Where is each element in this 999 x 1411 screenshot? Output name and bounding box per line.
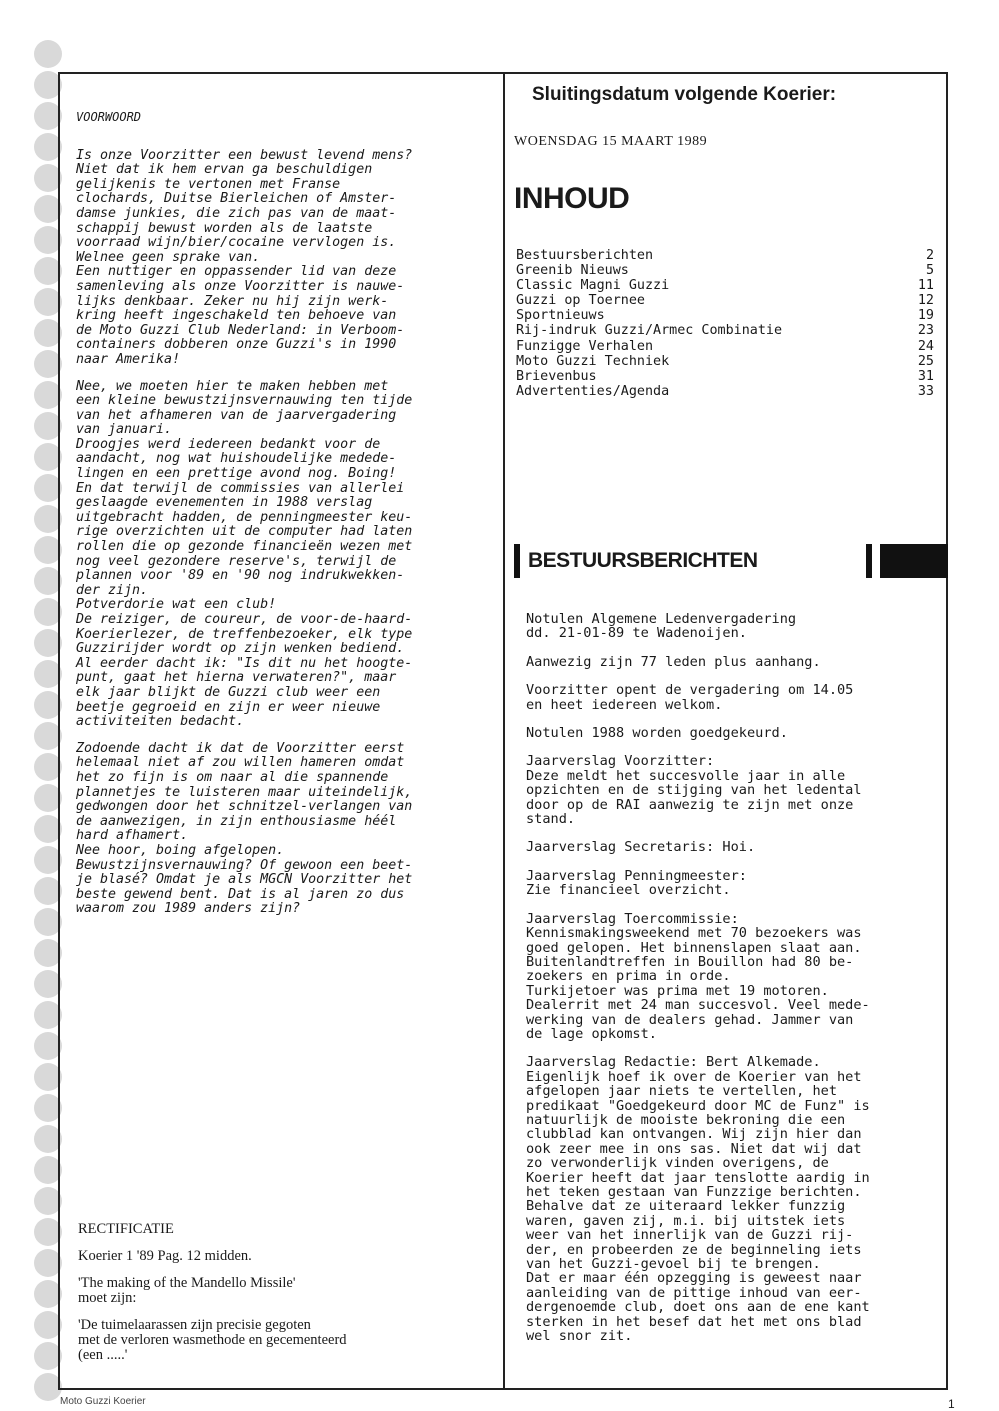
toc-page: 12 — [917, 293, 934, 309]
voorwoord-line: containers dobberen onze Guzzi's in 1990 — [76, 337, 397, 353]
notulen-line: wel snor zit. — [526, 1328, 633, 1345]
voorwoord-line: Al eerder dacht ik: "Is dit nu het hoogte- — [76, 655, 413, 671]
footer-publication: Moto Guzzi Koerier — [60, 1396, 146, 1407]
voorwoord-line: Niet dat ik hem ervan ga beschuldigen — [76, 162, 373, 178]
toc-title: Guzzi op Toernee — [516, 293, 645, 309]
notulen-line: Turkijetoer was prima met 19 motoren. — [526, 982, 829, 999]
voorwoord-line: De reiziger, de coureur, de voor-de-haard- — [76, 612, 413, 627]
sluitingsdatum-date: WOENSDAG 15 MAART 1989 — [514, 134, 708, 149]
notulen-line: Behalve dat ze uiteraard lekker funzzig — [526, 1198, 846, 1215]
voorwoord-paragraph — [76, 149, 494, 368]
notulen-line: werking van de dealers gehad. Jammer van — [526, 1011, 854, 1028]
voorwoord-line: kring heeft ingeschakeld ten behoeve van — [76, 308, 397, 324]
voorwoord-line: gelijkenis te vertonen met Franse — [76, 176, 341, 192]
rectificatie-title-line: 'The making of the Mandello Missile' — [78, 1275, 296, 1291]
notulen-line: Notulen 1988 worden goedgekeurd. — [526, 725, 788, 742]
voorwoord-line: lijks denkbaar. Zeker nu hij zijn werk- — [76, 293, 389, 309]
notulen-line: Dat er maar één opzegging is geweest naar — [526, 1270, 862, 1287]
voorwoord-line: gedwongen door het schnitzel-verlangen van — [76, 799, 413, 815]
notulen-line: Voorzitter opent de vergadering om 14.05 — [526, 682, 854, 699]
toc-entry — [516, 339, 934, 354]
voorwoord-line: beste gewend bent. Dat is al jaren zo dus — [76, 886, 405, 902]
notulen-line: der, en probeerden ze de beginneling iets — [526, 1241, 862, 1258]
toc-title: Funzigge Verhalen — [516, 338, 654, 354]
notulen-line: Jaarverslag Redactie: Bert Alkemade. — [526, 1054, 821, 1071]
voorwoord-line: elk jaar blijkt de Guzzi club weer een — [76, 684, 381, 700]
notulen-line: Deze meldt het succesvolle jaar in alle — [526, 767, 846, 784]
banner-bar-left — [514, 544, 520, 578]
voorwoord-line: Nee hoor, boing afgelopen. — [76, 842, 285, 858]
bestuursberichten-title: BESTUURSBERICHTEN — [528, 549, 758, 572]
toc-page: 19 — [917, 308, 934, 324]
toc-page: 31 — [917, 368, 934, 384]
voorwoord-line: En dat terwijl de commissies van allerlei — [76, 480, 405, 496]
voorwoord-line: plannen voor '89 en '90 nog indrukwekken- — [76, 568, 405, 584]
voorwoord-line: schappij bewust worden als de laatste — [76, 220, 373, 236]
notulen-line: door op de RAI aanwezig te zijn met onze — [526, 796, 854, 813]
notulen-line: Notulen Algemene Ledenvergadering — [526, 611, 797, 627]
notulen-block — [526, 869, 940, 898]
notulen-line: opzichten en de stijging van het ledental — [526, 782, 862, 799]
voorwoord-line: naar Amerika! — [76, 351, 181, 367]
toc-title: Bestuursberichten — [516, 248, 654, 263]
voorwoord-line: van het afhameren van de jaarvergadering — [76, 407, 397, 423]
voorwoord-line: een kleine bewustzijnsvernauwing ten tijde — [76, 393, 413, 409]
toc-entry — [516, 384, 934, 399]
notulen-line: van het Guzzi-gevoel bij te brengen. — [526, 1256, 821, 1273]
toc-entry — [516, 248, 934, 263]
notulen-line: Jaarverslag Secretaris: Hoi. — [526, 839, 756, 856]
voorwoord-line: Nee, we moeten hier te maken hebben met — [76, 378, 389, 394]
toc-title: Advertenties/Agenda — [516, 383, 670, 399]
notulen-line: Jaarverslag Penningmeester: — [526, 867, 747, 884]
toc-page: 11 — [917, 278, 934, 294]
notulen-line: Eigenlijk hoef ik over de Koerier van het — [526, 1068, 862, 1085]
voorwoord-line: je blasé? Omdat je als MGCN Voorzitter het — [76, 872, 413, 888]
rectificatie-correction-line: (een .....' — [78, 1347, 128, 1363]
voorwoord-line: Bewustzijnsvernauwing? Of gewoon een beet- — [76, 857, 413, 873]
toc-title: Moto Guzzi Techniek — [516, 353, 670, 369]
voorwoord-line: Guzzirijder wordt op zijn wenken bediend. — [76, 641, 405, 657]
inhoud-title: INHOUD — [514, 182, 630, 215]
page-number: 1 — [948, 1397, 955, 1411]
toc-page: 23 — [917, 323, 934, 339]
notulen-line: waren, gaven zij, m.i. bij uitstek iets — [526, 1212, 846, 1229]
toc-page: 25 — [917, 353, 934, 369]
toc-page: 33 — [917, 383, 934, 399]
toc-entry — [516, 369, 934, 384]
binder-hole — [34, 40, 62, 68]
voorwoord-line: Is onze Voorzitter een bewust levend mens? — [76, 147, 413, 163]
toc-page: 24 — [917, 338, 934, 354]
rectificatie-correction-line: met de verloren wasmethode en gecementeerd — [78, 1332, 347, 1348]
notulen-line: predikaat "Goedgekeurd door MC de Funz" is — [526, 1097, 870, 1114]
voorwoord-line: Welnee geen sprake van. — [76, 249, 261, 265]
voorwoord-line: Potverdorie wat een club! — [76, 597, 277, 613]
voorwoord-line: de Moto Guzzi Club Nederland: in Verboom- — [76, 322, 405, 338]
voorwoord-line: samenleving als onze Voorzitter is nauwe- — [76, 278, 405, 294]
voorwoord-line: Zodoende dacht ik dat de Voorzitter eerst — [76, 740, 405, 756]
voorwoord-line: lingen en een prettige avond nog. Boing! — [76, 466, 397, 482]
notulen-block — [526, 912, 940, 1042]
notulen-line: dergenoemde club, doet ons aan de ene kant — [526, 1299, 870, 1316]
notulen-line: Jaarverslag Voorzitter: — [526, 753, 715, 770]
banner-bar-right — [866, 544, 872, 578]
toc-title: Sportnieuws — [516, 308, 605, 324]
notulen-line: de lage opkomst. — [526, 1025, 657, 1042]
voorwoord-line: Koerierlezer, de treffenbezoeker, elk type — [76, 626, 413, 642]
voorwoord-line: plannetjes te luisteren maar uiteindelijk, — [76, 784, 413, 800]
notulen-line: Dealerrit met 24 man succesvol. Veel mede- — [526, 997, 870, 1014]
notulen-line: en heet iedereen welkom. — [526, 696, 723, 713]
notulen-line: Buitenlandtreffen in Bouillon had 80 be- — [526, 953, 854, 970]
notulen-line: goed gelopen. Het binnenslapen slaat aan. — [526, 939, 862, 956]
toc-entry — [516, 354, 934, 369]
toc-entry — [516, 278, 934, 293]
rectificatie-reference: Koerier 1 '89 Pag. 12 midden. — [78, 1248, 252, 1264]
notulen-line: natuurlijk de mooiste bekroning die een — [526, 1111, 846, 1128]
notulen-block — [526, 655, 940, 669]
voorwoord-paragraph — [76, 380, 494, 730]
notulen-line: Kennismakingsweekend met 70 bezoekers was — [526, 925, 862, 942]
voorwoord-line: hard afhamert. — [76, 828, 189, 844]
notulen-line: Jaarverslag Toercommissie: — [526, 910, 739, 927]
voorwoord-line: Droogjes werd iedereen bedankt voor de — [76, 436, 381, 452]
voorwoord-column — [76, 110, 494, 917]
notulen-line: weer van het innerlijk van de Guzzi rij- — [526, 1227, 854, 1244]
table-of-contents — [516, 248, 934, 399]
voorwoord-paragraph — [76, 742, 494, 917]
notulen-block — [526, 612, 940, 641]
notulen-line: aanleiding van de pittige inhoud van eer- — [526, 1284, 862, 1301]
notulen-block — [526, 754, 940, 826]
voorwoord-line: clochards, Duitse Bierleichen of Amster- — [76, 191, 397, 207]
bestuursberichten-banner — [514, 544, 938, 578]
voorwoord-line: beetje gegroeid en zijn er weer nieuwe — [76, 699, 381, 715]
notulen-line: sterken in het besef dat het met ons blad — [526, 1313, 862, 1330]
rectificatie-heading: RECTIFICATIE — [78, 1221, 174, 1237]
toc-title: Greenib Nieuws — [516, 263, 629, 279]
voorwoord-line: helemaal niet af zou willen hameren omdat — [76, 755, 405, 771]
notulen-block — [526, 1055, 940, 1343]
notulen-line: clubblad kan ontvangen. Wij zijn hier dan — [526, 1126, 862, 1143]
notulen-block — [526, 840, 940, 854]
voorwoord-line: uitgebracht hadden, de penningmeester keu- — [76, 509, 413, 525]
notulen-line: dd. 21-01-89 te Wadenoijen. — [526, 625, 747, 642]
voorwoord-line: Een nuttiger en oppassender lid van deze — [76, 264, 397, 280]
voorwoord-line: de aanwezigen, in zijn enthousiasme héél — [76, 813, 397, 829]
toc-entry — [516, 323, 934, 338]
notulen-line: ook zeer mee in ons sas. Niet dat wij dat — [526, 1140, 862, 1157]
voorwoord-line: activiteiten bedacht. — [76, 714, 245, 730]
toc-entry — [516, 308, 934, 323]
voorwoord-heading: VOORWOORD — [76, 110, 142, 124]
rectificatie-section — [78, 1222, 496, 1375]
toc-page: 5 — [925, 263, 934, 279]
notulen-line: Zie financieel overzicht. — [526, 882, 731, 899]
voorwoord-line: nog veel gezondere reserve's, terwijl de — [76, 553, 397, 569]
toc-title: Classic Magni Guzzi — [516, 278, 670, 294]
notulen-line: stand. — [526, 811, 576, 828]
sluitingsdatum-heading: Sluitingsdatum volgende Koerier: — [532, 84, 837, 105]
voorwoord-line: waarom zou 1989 anders zijn? — [76, 901, 301, 917]
toc-page: 2 — [925, 248, 934, 263]
voorwoord-line: rollen die op gezonde financieën wezen met — [76, 539, 413, 555]
rectificatie-correction-line: 'De tuimelaarassen zijn precisie gegoten — [78, 1317, 311, 1333]
column-divider — [503, 72, 505, 1390]
notulen-block — [526, 683, 940, 712]
toc-title: Rij-indruk Guzzi/Armec Combinatie — [516, 323, 783, 339]
toc-entry — [516, 263, 934, 278]
voorwoord-line: aandacht, nog wat huishoudelijke mededе- — [76, 451, 397, 467]
notulen-block — [526, 726, 940, 740]
voorwoord-line: damse junkies, die zich pas van de maat- — [76, 205, 397, 221]
voorwoord-line: van januari. — [76, 422, 173, 438]
notulen-line: Koerier heeft dat jaar tenslotte aardig in — [526, 1169, 870, 1186]
notulen-line: Aanwezig zijn 77 leden plus aanhang. — [526, 653, 821, 670]
voorwoord-line: punt, gaat het hierna verwateren?", maar — [76, 670, 397, 686]
notulen-line: zoekers en prima in orde. — [526, 968, 731, 985]
notulen-body — [526, 612, 940, 1343]
voorwoord-line: geslaagde evenementen in 1988 verslag — [76, 495, 373, 511]
rectificatie-title-line: moet zijn: — [78, 1290, 137, 1306]
voorwoord-line: rige overzichten uit de computer had laten — [76, 524, 413, 540]
toc-entry — [516, 293, 934, 308]
voorwoord-line: het zo fijn is om naar al die spannende — [76, 769, 389, 785]
voorwoord-line: der zijn. — [76, 582, 149, 598]
banner-block — [880, 544, 948, 578]
voorwoord-line: voorraad wijn/bier/cocaine vervlogen is. — [76, 235, 397, 251]
toc-title: Brievenbus — [516, 368, 597, 384]
notulen-line: zo verwonderlijk vinden overigens, de — [526, 1155, 829, 1172]
notulen-line: het teken gestaan van Funzzige berichten. — [526, 1184, 862, 1200]
notulen-line: afgelopen jaar niets te vertellen, het — [526, 1083, 837, 1100]
